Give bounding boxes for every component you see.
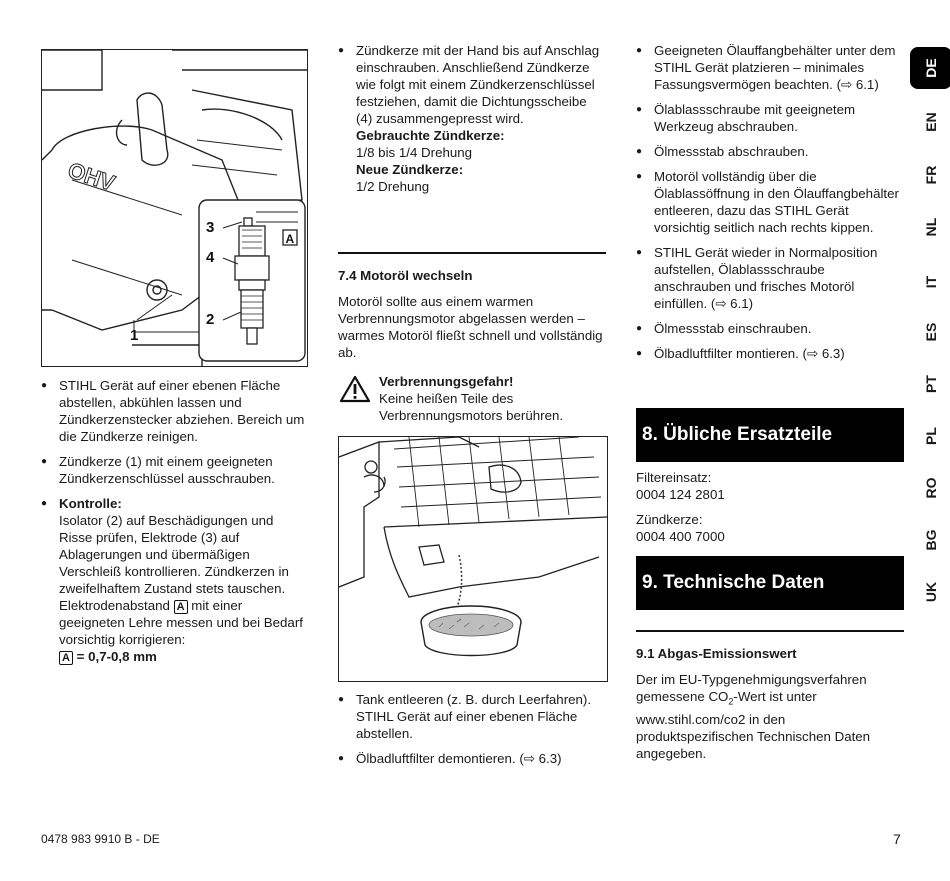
list-item-kontrolle: [41, 495, 309, 665]
document-number: 0478 983 9910 B - DE: [41, 832, 160, 846]
warning-icon: [339, 375, 371, 403]
list-item: ● Zündkerze mit der Hand bis auf Anschlag einschrauben. Anschließend Zündkerze wie folgt mit einem Zündkerzenschlüssel festziehen, damit die Dichtungsscheibe (4) zusammengepresst wird. Gebrauchte Zündkerze: 1/8 bis 1/4 Drehung Neue Zündkerze: 1/2 Drehung: [338, 42, 606, 195]
list-item: ● Tank entleeren (z. B. durch Leerfahren). STIHL Gerät auf einer ebenen Fläche abstellen.: [338, 691, 606, 742]
lang-tab-ro[interactable]: RO: [923, 477, 939, 499]
spark-plug-part-number: 0004 400 7000: [636, 529, 725, 544]
lang-tab-uk[interactable]: UK: [923, 581, 939, 603]
page-number: 7: [893, 831, 901, 847]
list-item: ● Ölbadluftfilter montieren. (⇨ 6.3): [636, 345, 904, 362]
list-item: ● Ölbadluftfilter demontieren. (⇨ 6.3): [338, 750, 606, 767]
spec-symbol: A: [59, 651, 73, 665]
lang-tab-pl[interactable]: PL: [923, 427, 939, 445]
list-item: ● STIHL Gerät auf einer ebenen Fläche abstellen, abkühlen lassen und Zündkerzenstecker abziehen. Bereich um die Zündkerze reinigen.: [41, 377, 309, 445]
electrode-gap-symbol: A: [174, 600, 188, 614]
emission-text: Der im EU-Typgenehmigungsverfahren gemessene $CO_2$-Wert ist unter www.stihl.com/co2 in den produktspezifischen Technischen Daten angegeben.: [636, 672, 871, 761]
lang-tab-en[interactable]: EN: [923, 112, 939, 132]
electrode-gap-value: = 0,7-0,8 mm: [76, 649, 157, 664]
column-2-bottom: [338, 691, 606, 775]
new-plug-label: Neue Zündkerze:: [356, 162, 464, 177]
kontrolle-text-2: mit einer geeigneten Lehre messen und bei Bedarf vorsichtig korrigieren:: [59, 598, 303, 647]
list-item: ● Motoröl vollständig über die Ölablassöffnung in den Ölauffangbehälter entleeren, dazu das STIHL Gerät vorsichtig seitlich nach rechts kippen.: [636, 168, 904, 236]
warning-text: Keine heißen Teile des Verbrennungsmotors berühren.: [379, 391, 564, 423]
engine-spark-plug-illustration: [42, 50, 307, 366]
lang-tab-nl[interactable]: NL: [923, 217, 939, 237]
lang-tab-it[interactable]: IT: [923, 275, 939, 289]
warning-block: [338, 373, 606, 424]
column-2-section: [338, 267, 606, 424]
section-title-9: 9. Technische Daten: [636, 556, 904, 610]
ohv-label: OHV: [64, 157, 119, 196]
list-item: ● Ölmessstab abschrauben.: [636, 143, 904, 160]
kontrolle-heading: Kontrolle:: [59, 496, 122, 511]
oil-drain-figure: [338, 436, 608, 682]
used-plug-label: Gebrauchte Zündkerze:: [356, 128, 505, 143]
warning-title: Verbrennungsgefahr!: [379, 374, 514, 389]
section-divider: [636, 630, 904, 632]
filter-label: Filtereinsatz:: [636, 470, 712, 485]
lang-tab-fr[interactable]: FR: [923, 165, 939, 185]
callout-4: 4: [206, 249, 215, 266]
spare-parts: [636, 469, 904, 553]
list-item: ● Ölablassschraube mit geeignetem Werkzeug abschrauben.: [636, 101, 904, 135]
lang-tab-bg[interactable]: BG: [923, 529, 939, 551]
kontrolle-text: Isolator (2) auf Beschädigungen und Risse prüfen, Elektrode (3) auf Ablagerungen und übermäßigen Verschleiß kontrollieren. Zündkerzen in zweifelhaftem Zustand stets tauschen. Elektrodenabstand: [59, 513, 289, 613]
list-item: ● Zündkerze (1) mit einem geeigneten Zündkerzenschlüssel ausschrauben.: [41, 453, 309, 487]
emission-section: [636, 645, 904, 770]
callout-2: 2: [206, 311, 215, 328]
oil-drain-illustration: [339, 437, 607, 681]
list-item: ● Geeigneten Ölauffangbehälter unter dem STIHL Gerät platzieren – minimales Fassungsvermögen beachten. (⇨ 6.1): [636, 42, 904, 93]
lang-tab-pt[interactable]: PT: [923, 375, 939, 393]
oil-intro: Motoröl sollte aus einem warmen Verbrennungsmotor abgelassen werden – warmes Motoröl fließt schnell und vollständig ab.: [338, 294, 603, 360]
new-plug-value: 1/2 Drehung: [356, 179, 430, 194]
list-item: ● Ölmessstab einschrauben.: [636, 320, 904, 337]
spark-plug-label: Zündkerze:: [636, 512, 703, 527]
lang-tab-es[interactable]: ES: [923, 322, 939, 342]
column-2-top: [338, 42, 606, 203]
callout-3: 3: [206, 219, 215, 236]
used-plug-value: 1/8 bis 1/4 Drehung: [356, 145, 473, 160]
lang-tab-de[interactable]: DE: [910, 47, 950, 89]
section-title-8: 8. Übliche Ersatzteile: [636, 408, 904, 462]
column-3-list: [636, 42, 904, 370]
callout-1: 1: [130, 327, 139, 344]
column-1-text: [41, 377, 309, 673]
spark-plug-figure: [41, 49, 308, 367]
section-title-7-4: 7.4 Motoröl wechseln: [338, 268, 473, 283]
section-divider: [338, 252, 606, 254]
list-item: ● STIHL Gerät wieder in Normalposition aufstellen, Ölablassschraube anschrauben und frisches Motoröl einfüllen. (⇨ 6.1): [636, 244, 904, 312]
callout-a: A: [285, 232, 295, 246]
filter-part-number: 0004 124 2801: [636, 487, 725, 502]
section-title-9-1: 9.1 Abgas-Emissionswert: [636, 646, 797, 661]
